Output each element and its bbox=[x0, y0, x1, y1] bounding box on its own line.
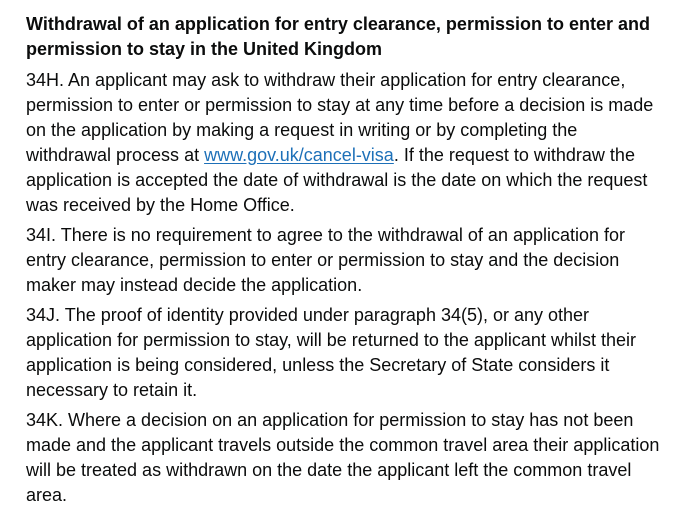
paragraph-34j bbox=[26, 303, 663, 403]
paragraph-text: Where a decision on an application for permission to stay has not been made and the applicant travels outside the common travel area their application will be treated as withdrawn on the date the applicant left the common travel area. bbox=[26, 410, 660, 505]
cancel-visa-link[interactable]: www.gov.uk/cancel-visa bbox=[204, 145, 394, 165]
paragraph-text: The proof of identity provided under paragraph 34(5), or any other application for permission to stay, will be returned to the applicant whilst their application is being considered, unless the Secretary of State considers it necessary to retain it. bbox=[26, 305, 636, 400]
paragraph-number: 34H. bbox=[26, 70, 65, 90]
paragraph-34i bbox=[26, 223, 663, 298]
paragraph-text: There is no requirement to agree to the withdrawal of an application for entry clearance, permission to enter or permission to stay and the decision maker may instead decide the application. bbox=[26, 225, 626, 295]
paragraph-number: 34J. bbox=[26, 305, 61, 325]
paragraph-number: 34I. bbox=[26, 225, 57, 245]
paragraph-34h bbox=[26, 68, 663, 218]
section-heading: Withdrawal of an application for entry clearance, permission to enter and permission to stay in the United Kingdom bbox=[26, 14, 650, 59]
paragraph-34k bbox=[26, 408, 663, 508]
paragraph-text: . If the request to withdraw the application is accepted the date of withdrawal is the date on which the request was received by the Home Office. bbox=[26, 145, 648, 215]
paragraph-text: An applicant may ask to withdraw their application for entry clearance, permission to enter or permission to stay at any time before a decision is made on the application by making a request in writing or by completing the withdrawal process at bbox=[26, 70, 654, 165]
paragraph-number: 34K. bbox=[26, 410, 64, 430]
